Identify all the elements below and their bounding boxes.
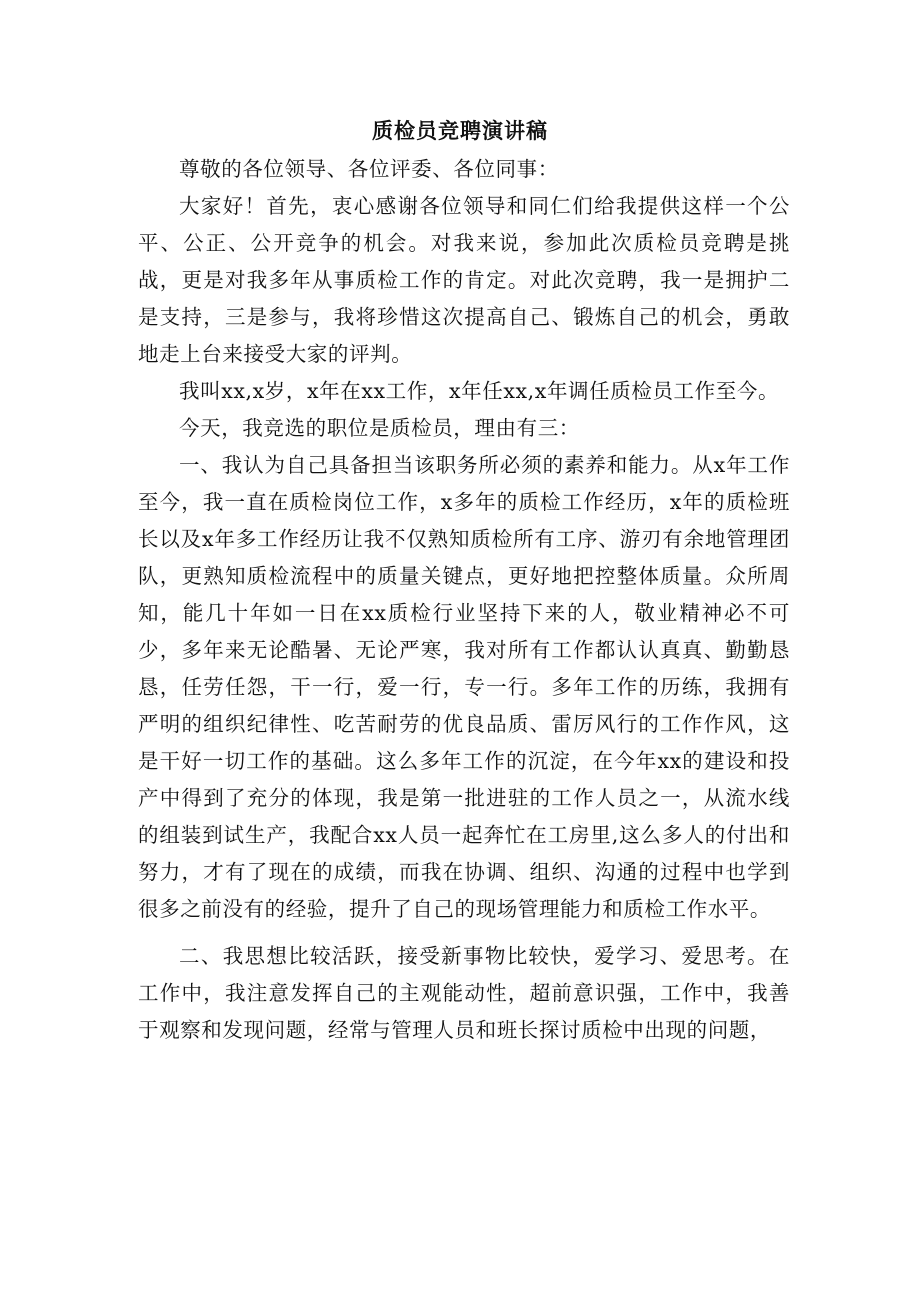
document-title: 质检员竞聘演讲稿 [372, 118, 548, 143]
salutation-paragraph: 尊敬的各位领导、各位评委、各位同事： [179, 157, 559, 181]
self-introduction-paragraph: 我叫xx,x岁，x年在xx工作，x年任xx,x年调任质检员工作至今。 [179, 379, 780, 403]
greeting-paragraph: 大家好！首先，衷心感谢各位领导和同仁们给我提供这样一个公平、公正、公开竞争的机会。对我来说，参加此次质检员竞聘是挑战，更是对我多年从事质检工作的肯定。对此次竞聘，我一是拥护二是支持，三是参与，我将珍惜这次提高自己、锻炼自己的机会，勇敢地走上台来接受大家的评判。 [138, 194, 790, 366]
reason-two-paragraph: 二、我思想比较活跃，接受新事物比较快，爱学习、爱思考。在工作中，我注意发挥自己的主观能动性，超前意识强，工作中，我善于观察和发现问题，经常与管理人员和班长探讨质检中出现的问题， [138, 944, 790, 1042]
document-body [138, 151, 790, 1049]
reason-one-paragraph: 一、我认为自己具备担当该职务所必须的素养和能力。从x年工作至今，我一直在质检岗位工作，x多年的质检工作经历，x年的质检班长以及x年多工作经历让我不仅熟知质检所有工序、游刃有余地管理团队，更熟知质检流程中的质量关键点，更好地把控整体质量。众所周知，能几十年如一日在xx质检行业坚持下来的人，敬业精神必不可少，多年来无论酷暑、无论严寒，我对所有工作都认认真真、勤勤恳恳，任劳任怨，干一行，爱一行，专一行。多年工作的历练，我拥有严明的组织纪律性、吃苦耐劳的优良品质、雷厉风行的工作作风，这是干好一切工作的基础。这么多年工作的沉淀，在今年xx的建设和投产中得到了充分的体现，我是第一批进驻的工作人员之一，从流水线的组装到试生产，我配合xx人员一起奔忙在工房里,这么多人的付出和努力，才有了现在的成绩，而我在协调、组织、沟通的过程中也学到很多之前没有的经验，提升了自己的现场管理能力和质检工作水平。 [138, 453, 790, 921]
reasons-intro-paragraph: 今天，我竞选的职位是质检员，理由有三： [179, 416, 580, 440]
